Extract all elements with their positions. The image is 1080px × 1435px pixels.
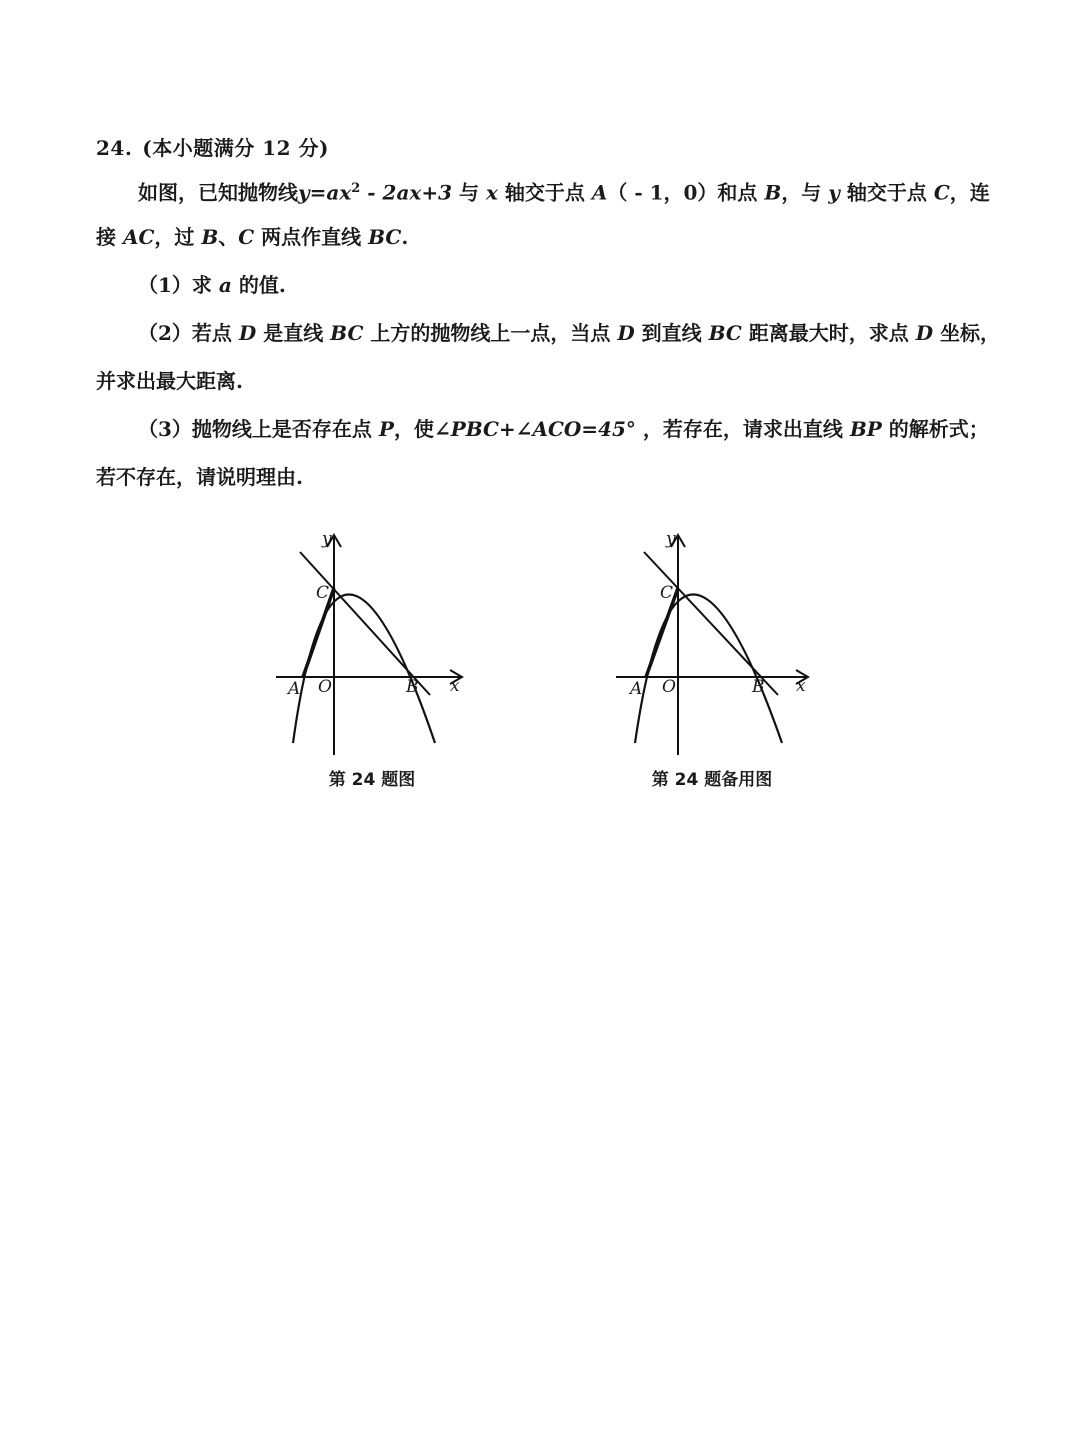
label-o: O xyxy=(662,677,676,697)
part-text: ，若存在，请求出直线 xyxy=(635,417,850,441)
parabola-graph xyxy=(262,525,482,765)
line-bc: BC xyxy=(708,321,742,345)
part-text: 到直线 xyxy=(634,321,709,345)
stem-text: 轴交于点 xyxy=(839,180,934,205)
question-heading xyxy=(96,132,329,161)
stem-line-1 xyxy=(138,174,990,208)
stem-text: 、 xyxy=(218,225,239,249)
angle-condition: ∠PBC+∠ACO=45° xyxy=(433,417,636,441)
part-3-line-2 xyxy=(96,462,303,492)
label-y: y xyxy=(666,529,676,549)
part-2-line-2 xyxy=(96,366,243,396)
point-d: D xyxy=(617,321,635,345)
part-text: （3）抛物线上是否存在点 xyxy=(138,417,379,441)
label-b: B xyxy=(752,677,765,697)
point-a: A xyxy=(591,180,608,205)
var-x: x xyxy=(485,180,498,205)
figure-spare xyxy=(602,525,822,795)
eq-y: y xyxy=(298,180,310,205)
eq-rest: - 2ax+3 xyxy=(360,180,453,205)
part-text: 上方的抛物线上一点，当点 xyxy=(363,321,618,345)
stem-text: 接 xyxy=(96,225,123,249)
line-bp: BP xyxy=(849,417,882,441)
stem-text: . xyxy=(401,225,409,249)
point-b: B xyxy=(764,180,782,205)
stem-text: ，与 xyxy=(781,180,829,205)
figure-caption: 第 24 题图 xyxy=(328,770,416,790)
label-x: x xyxy=(450,676,460,696)
point-p: P xyxy=(378,417,394,441)
stem-text: 如图，已知抛物线 xyxy=(138,180,298,205)
var-y: y xyxy=(828,180,840,205)
label-c: C xyxy=(660,583,674,603)
part-text: 的解析式； xyxy=(881,417,989,441)
point-b: B xyxy=(201,225,219,249)
part-text: 是直线 xyxy=(256,321,331,345)
part-3-line-1 xyxy=(138,414,989,444)
var-a: a xyxy=(218,273,232,297)
part-text: （1）求 xyxy=(138,273,219,297)
part-text: 距离最大时，求点 xyxy=(741,321,916,345)
figure-caption: 第 24 题备用图 xyxy=(651,770,773,790)
label-a: A xyxy=(630,679,643,699)
label-b: B xyxy=(406,677,419,697)
segment-ac: AC xyxy=(122,225,155,249)
stem-text: （ - 1，0）和点 xyxy=(607,180,765,205)
point-d: D xyxy=(238,321,257,345)
label-y: y xyxy=(322,529,332,549)
parabola-curve xyxy=(293,595,435,744)
parabola-curve xyxy=(635,595,782,744)
label-o: O xyxy=(318,677,332,697)
part-2-line-1 xyxy=(138,318,1000,348)
line-bc: BC xyxy=(368,225,402,249)
stem-text: ，过 xyxy=(154,225,202,249)
part-1 xyxy=(138,270,286,300)
stem-line-2 xyxy=(96,222,408,252)
stem-text: 与 xyxy=(452,180,486,205)
part-text: 的值. xyxy=(231,273,286,297)
part-text: 若不存在，请说明理由. xyxy=(96,465,303,489)
label-c: C xyxy=(316,583,330,603)
parabola-graph-spare xyxy=(602,525,822,765)
eq-equals: = xyxy=(309,180,327,205)
part-text: （2）若点 xyxy=(138,321,239,345)
eq-ax: ax xyxy=(326,180,352,205)
label-a: A xyxy=(288,679,301,699)
point-d: D xyxy=(915,321,934,345)
part-text: 并求出最大距离. xyxy=(96,369,243,393)
stem-text: 轴交于点 xyxy=(497,180,592,205)
question-number: 24. xyxy=(96,136,133,160)
eq-square: 2 xyxy=(351,181,361,196)
label-x: x xyxy=(796,676,806,696)
point-c: C xyxy=(933,180,950,205)
stem-text: ，连 xyxy=(949,180,990,205)
line-bc: BC xyxy=(330,321,364,345)
stem-text: 两点作直线 xyxy=(254,225,369,249)
point-c: C xyxy=(238,225,255,249)
part-text: 坐标， xyxy=(933,321,1001,345)
part-text: ，使 xyxy=(393,417,434,441)
question-points: (本小题满分 12 分) xyxy=(142,136,329,160)
figure-main xyxy=(262,525,482,795)
